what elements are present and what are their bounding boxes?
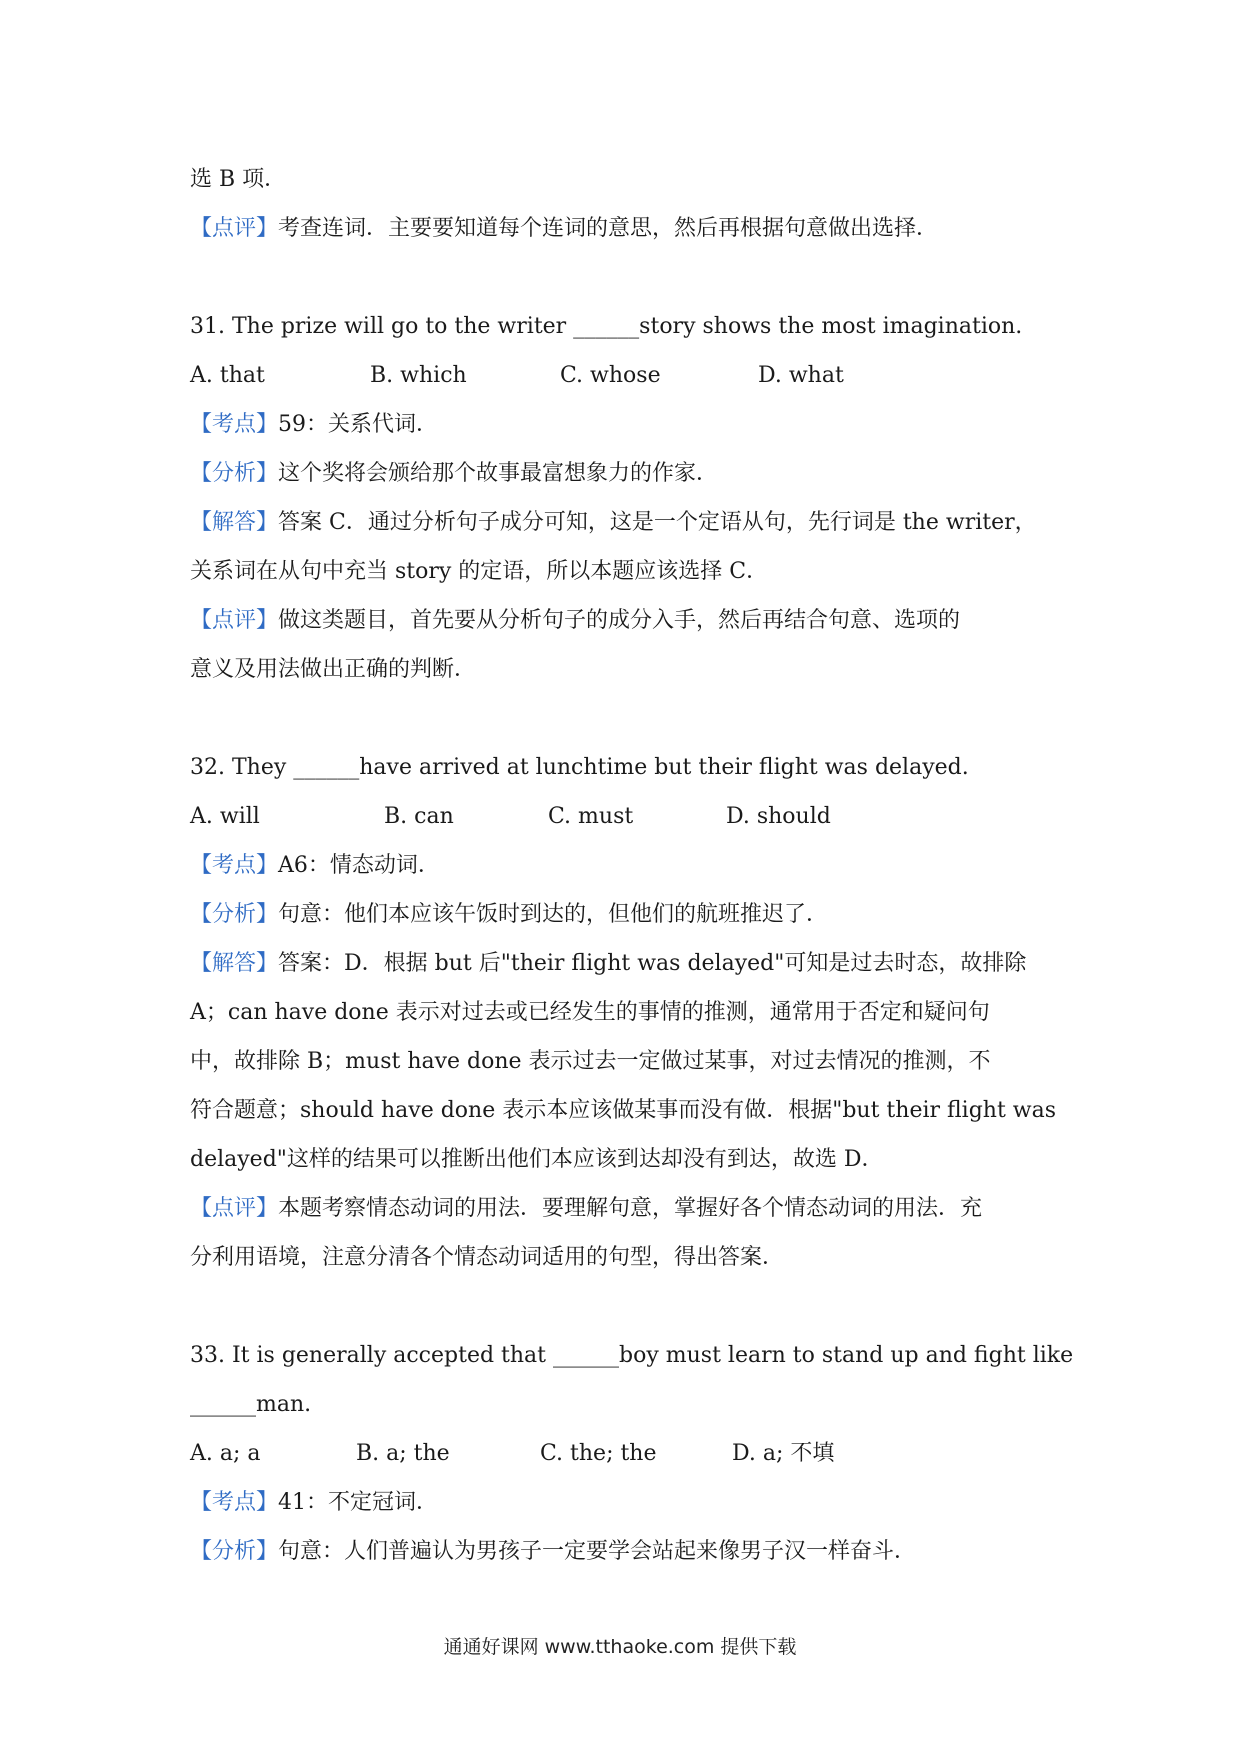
option-c: C. must xyxy=(548,804,634,829)
option-d: D. what xyxy=(758,363,844,388)
comment-text: 考查连词．主要要知道每个连词的意思，然后再根据句意做出选择． xyxy=(278,216,939,241)
option-c: C. whose xyxy=(560,363,661,388)
option-a: A. will xyxy=(190,804,260,829)
prev-comment xyxy=(190,204,1060,253)
question-31-stem: 31. The prize will go to the writer ______story shows the most imagination. xyxy=(190,314,1023,339)
option-b: B. which xyxy=(370,363,467,388)
option-c: C. the; the xyxy=(540,1441,657,1466)
question-32-comment-cont: 分利用语境，注意分清各个情态动词适用的句型，得出答案． xyxy=(190,1245,785,1270)
analysis-text: 这个奖将会颁给那个故事最富想象力的作家． xyxy=(278,461,719,486)
question-32-answer-line-3: 中，故排除 B；must have done 表示过去一定做过某事，对过去情况的推测，不 xyxy=(190,1049,991,1074)
prev-answer-tail: 选 B 项． xyxy=(190,167,287,192)
option-a: A. a; a xyxy=(190,1441,261,1466)
question-31-options xyxy=(190,351,1060,400)
option-b: B. can xyxy=(384,804,454,829)
answer-tag: 【解答】 xyxy=(190,510,279,535)
question-33-stem-cont: ______man. xyxy=(190,1392,312,1417)
analysis-tag: 【分析】 xyxy=(190,902,279,927)
question-31-comment xyxy=(190,596,1060,645)
analysis-text: 句意：他们本应该午饭时到达的，但他们的航班推迟了． xyxy=(278,902,829,927)
question-31-point xyxy=(190,400,1060,449)
question-31-answer-cont: 关系词在从句中充当 story 的定语，所以本题应该选择 C． xyxy=(190,559,769,584)
question-31-answer xyxy=(190,498,1060,547)
analysis-text: 句意：人们普遍认为男孩子一定要学会站起来像男子汉一样奋斗． xyxy=(278,1539,917,1564)
point-text: A6：情态动词． xyxy=(278,853,440,878)
question-32-answer-line-5: delayed"这样的结果可以推断出他们本应该到达却没有到达，故选 D． xyxy=(190,1147,884,1172)
option-d: D. a; 不填 xyxy=(732,1441,835,1466)
analysis-tag: 【分析】 xyxy=(190,1539,279,1564)
answer-text-line-1: 答案：D．根据 but 后"their flight was delayed"可知是过去时态，故排除 xyxy=(278,951,1027,976)
answer-text-line-1: 答案 C．通过分析句子成分可知，这是一个定语从句，先行词是 the writer， xyxy=(278,510,1037,535)
point-text: 59：关系代词． xyxy=(278,412,439,437)
comment-text-line-1: 本题考察情态动词的用法．要理解句意，掌握好各个情态动词的用法．充 xyxy=(278,1196,983,1221)
page-footer: 通通好课网 www.tthaoke.com 提供下载 xyxy=(443,1636,797,1658)
option-d: D. should xyxy=(726,804,831,829)
question-31-comment-cont: 意义及用法做出正确的判断． xyxy=(190,657,477,682)
question-32-stem: 32. They ______have arrived at lunchtime but their flight was delayed. xyxy=(190,755,969,780)
question-32-answer xyxy=(190,939,1060,988)
question-33-stem: 33. It is generally accepted that ______boy must learn to stand up and fight like xyxy=(190,1343,1074,1368)
question-32-analysis xyxy=(190,890,1060,939)
page-content xyxy=(190,155,1074,1576)
question-33-options xyxy=(190,1429,1060,1478)
question-32-point xyxy=(190,841,1060,890)
question-32-options xyxy=(190,792,1060,841)
comment-tag: 【点评】 xyxy=(190,216,279,241)
question-32-comment xyxy=(190,1184,1060,1233)
answer-tag: 【解答】 xyxy=(190,951,279,976)
question-33-point xyxy=(190,1478,1060,1527)
question-33-analysis xyxy=(190,1527,1060,1576)
comment-tag: 【点评】 xyxy=(190,1196,279,1221)
point-text: 41：不定冠词． xyxy=(278,1490,439,1515)
option-b: B. a; the xyxy=(356,1441,450,1466)
comment-tag: 【点评】 xyxy=(190,608,279,633)
question-32-answer-line-4: 符合题意；should have done 表示本应该做某事而没有做．根据"but their flight was xyxy=(190,1098,1057,1123)
question-32-answer-line-2: A；can have done 表示对过去或已经发生的事情的推测，通常用于否定和疑问句 xyxy=(190,1000,990,1025)
point-tag: 【考点】 xyxy=(190,1490,279,1515)
option-a: A. that xyxy=(190,363,265,388)
question-31-analysis xyxy=(190,449,1060,498)
point-tag: 【考点】 xyxy=(190,853,279,878)
analysis-tag: 【分析】 xyxy=(190,461,279,486)
comment-text-line-1: 做这类题目，首先要从分析句子的成分入手，然后再结合句意、选项的 xyxy=(278,608,961,633)
point-tag: 【考点】 xyxy=(190,412,279,437)
